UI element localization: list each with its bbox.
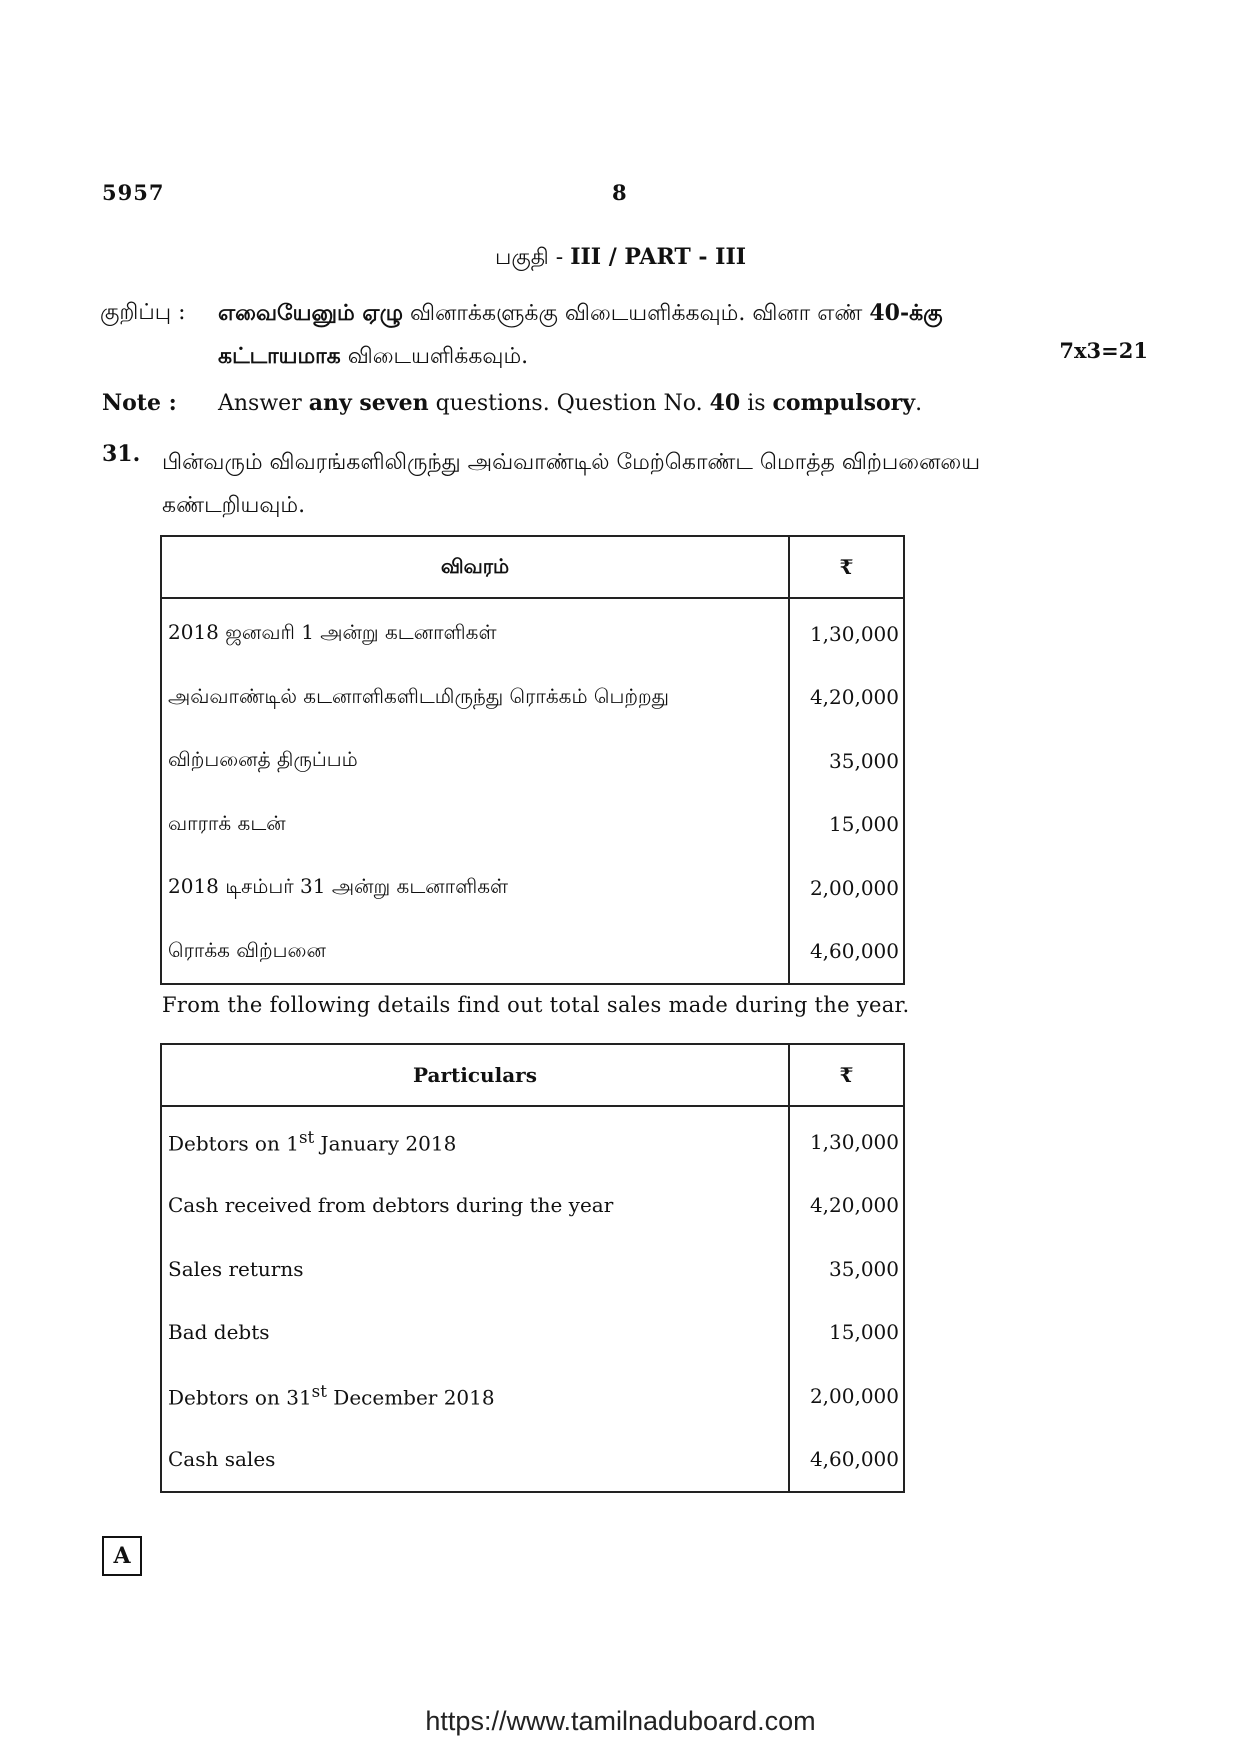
- row-amount: 1,30,000: [789, 598, 904, 666]
- footer-url: https://www.tamilnaduboard.com: [425, 1706, 816, 1736]
- table-row: [161, 666, 904, 730]
- note-english-text: [218, 390, 922, 416]
- row-description: அவ்வாண்டில் கடனாளிகளிடமிருந்து ரொக்கம் பெற்றது: [161, 666, 789, 730]
- row-amount: 4,60,000: [789, 1428, 904, 1493]
- row-description: Sales returns: [161, 1237, 789, 1301]
- note-tamil-line-2: [218, 343, 528, 372]
- note-english-text-2: questions. Question No.: [428, 391, 710, 416]
- table-header-row: [161, 1044, 904, 1106]
- table-header-particulars: Particulars: [161, 1044, 789, 1106]
- page-number: 8: [612, 180, 627, 205]
- question-english: From the following details find out total sales made during the year.: [162, 993, 910, 1017]
- row-amount: 4,20,000: [789, 1174, 904, 1238]
- note-tamil-label: குறிப்பு :: [100, 300, 186, 325]
- row-description: Cash received from debtors during the year: [161, 1174, 789, 1238]
- row-amount: 15,000: [789, 1301, 904, 1365]
- row-description-text: Debtors on 31: [168, 1385, 312, 1410]
- note-tamil-text-2: விடையளிக்கவும்.: [340, 344, 529, 369]
- row-amount: 2,00,000: [789, 856, 904, 920]
- row-amount: 15,000: [789, 793, 904, 857]
- note-tamil-bold-2: 40-க்கு: [869, 300, 943, 326]
- row-amount: 35,000: [789, 729, 904, 793]
- part-heading-tamil: பகுதி -: [494, 245, 571, 270]
- note-english-text-1: Answer: [218, 391, 309, 416]
- row-description-text: December 2018: [326, 1385, 495, 1410]
- ordinal-suffix: st: [311, 1381, 327, 1401]
- row-description: [161, 1364, 789, 1428]
- note-tamil-line-1: [218, 300, 943, 329]
- table-row: [161, 793, 904, 857]
- note-tamil-text-1: வினாக்களுக்கு விடையளிக்கவும். வினா எண்: [403, 301, 870, 326]
- note-english-bold-2: 40: [709, 390, 741, 416]
- paper-code: 5957: [102, 180, 165, 205]
- row-description: Bad debts: [161, 1301, 789, 1365]
- row-amount: 2,00,000: [789, 1364, 904, 1428]
- row-description: வாராக் கடன்: [161, 793, 789, 857]
- note-tamil-bold-3: கட்டாயமாக: [218, 343, 341, 369]
- part-heading-roman: III / PART - III: [570, 244, 747, 270]
- table-header-particulars: விவரம்: [161, 536, 789, 598]
- note-english-bold-3: compulsory: [772, 390, 916, 416]
- row-description: 2018 ஜனவரி 1 அன்று கடனாளிகள்: [161, 598, 789, 666]
- table-row: [161, 1364, 904, 1428]
- table-row: [161, 1106, 904, 1174]
- note-english-text-4: .: [915, 391, 923, 416]
- english-particulars-table: [160, 1043, 905, 1493]
- table-row: [161, 856, 904, 920]
- row-description-text: January 2018: [314, 1131, 457, 1156]
- note-english-bold-1: any seven: [308, 390, 429, 416]
- table-header-amount: ₹: [789, 1044, 904, 1106]
- version-box: A: [102, 1536, 142, 1576]
- table-row: [161, 1428, 904, 1493]
- ordinal-suffix: st: [298, 1127, 315, 1147]
- tamil-particulars-table: [160, 535, 905, 985]
- row-amount: 4,60,000: [789, 920, 904, 985]
- row-description: [161, 1106, 789, 1174]
- row-description: விற்பனைத் திருப்பம்: [161, 729, 789, 793]
- row-amount: 1,30,000: [789, 1106, 904, 1174]
- row-description: 2018 டிசம்பர் 31 அன்று கடனாளிகள்: [161, 856, 789, 920]
- table-row: [161, 920, 904, 985]
- note-english-label: Note :: [102, 390, 177, 416]
- marks-allocation: 7x3=21: [1059, 338, 1148, 363]
- row-amount: 4,20,000: [789, 666, 904, 730]
- table-row: [161, 1174, 904, 1238]
- table-header-row: [161, 536, 904, 598]
- row-amount: 35,000: [789, 1237, 904, 1301]
- note-english-text-3: is: [740, 391, 773, 416]
- table-row: [161, 1301, 904, 1365]
- row-description-text: Debtors on 1: [168, 1131, 299, 1156]
- question-tamil: பின்வரும் விவரங்களிலிருந்து அவ்வாண்டில் மேற்கொண்ட மொத்த விற்பனையை கண்டறியவும்.: [162, 450, 981, 518]
- row-description: Cash sales: [161, 1428, 789, 1493]
- part-heading: [0, 244, 1241, 273]
- question-number: 31.: [102, 441, 141, 467]
- table-row: [161, 598, 904, 666]
- table-row: [161, 1237, 904, 1301]
- row-description: ரொக்க விற்பனை: [161, 920, 789, 985]
- table-row: [161, 729, 904, 793]
- table-header-amount: ₹: [789, 536, 904, 598]
- note-tamil-bold-1: எவையேனும் ஏழு: [218, 300, 404, 326]
